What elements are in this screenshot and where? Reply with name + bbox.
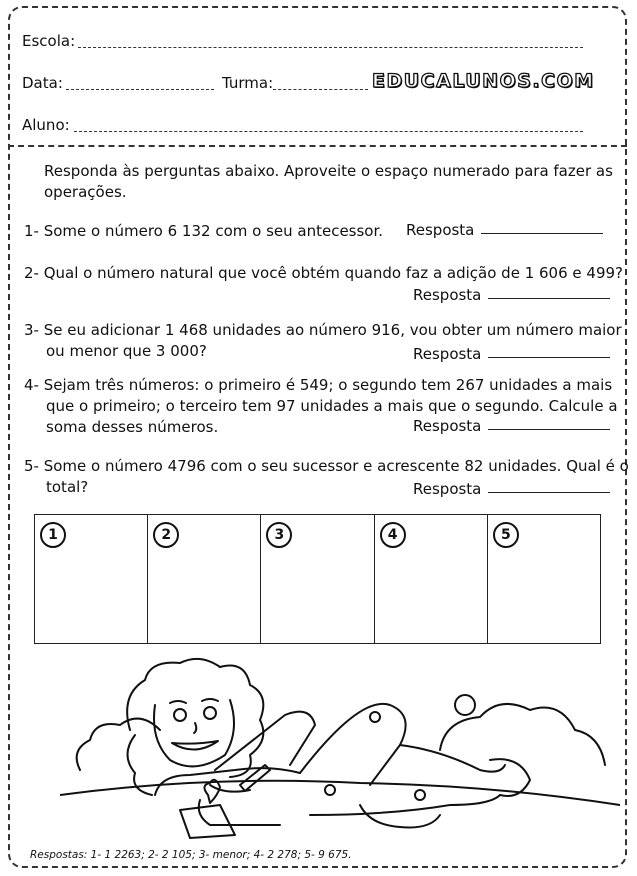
answer-label-3: Resposta — [413, 345, 482, 363]
answer-line-5[interactable] — [488, 492, 610, 493]
data-label: Data: — [22, 74, 63, 92]
aluno-field[interactable] — [74, 131, 583, 132]
box-number-4: 4 — [380, 522, 406, 548]
answer-label-1: Resposta — [406, 221, 475, 239]
header-divider — [8, 145, 627, 147]
answer-key: Respostas: 1- 1 2263; 2- 2 105; 3- menor; 4- 2 278; 5- 9 675. — [30, 849, 352, 861]
answer-line-2[interactable] — [488, 298, 610, 299]
educalunos-logo: EDUCALUNOS.COM — [372, 70, 595, 92]
question-text: ou menor que 3 000? — [46, 342, 207, 360]
box-number-3: 3 — [266, 522, 292, 548]
work-boxes — [34, 514, 601, 644]
work-box-2[interactable] — [148, 515, 261, 643]
question-3 — [24, 320, 622, 362]
question-text: que o primeiro; o terceiro tem 97 unidades a mais que o segundo. Calcule a — [46, 397, 618, 415]
question-text: soma desses números. — [46, 418, 219, 436]
question-text: 1- Some o número 6 132 com o seu antecessor. — [24, 222, 384, 240]
answer-label-4: Resposta — [413, 417, 482, 435]
turma-field[interactable] — [273, 89, 368, 90]
question-text: 5- Some o número 4796 com o seu sucessor e acrescente 82 unidades. Qual é o — [24, 457, 629, 475]
question-text: 2- Qual o número natural que você obtém quando faz a adição de 1 606 e 499? — [24, 264, 623, 282]
answer-line-1[interactable] — [481, 233, 603, 234]
question-text: 4- Sejam três números: o primeiro é 549; o segundo tem 267 unidades a mais — [24, 376, 613, 394]
escola-label: Escola: — [22, 32, 76, 50]
answer-label-2: Resposta — [413, 286, 482, 304]
question-1 — [24, 221, 383, 242]
box-number-2: 2 — [153, 522, 179, 548]
question-text: 3- Se eu adicionar 1 468 unidades ao número 916, vou obter um número maior — [24, 321, 622, 339]
box-number-1: 1 — [40, 522, 66, 548]
work-box-4[interactable] — [375, 515, 488, 643]
turma-label: Turma: — [222, 74, 274, 92]
work-box-3[interactable] — [261, 515, 374, 643]
work-box-1[interactable] — [35, 515, 148, 643]
work-box-5[interactable] — [488, 515, 600, 643]
question-text: total? — [46, 478, 89, 496]
escola-field[interactable] — [78, 47, 583, 48]
answer-label-5: Resposta — [413, 480, 482, 498]
question-2 — [24, 263, 623, 284]
instructions: Responda às perguntas abaixo. Aproveite o espaço numerado para fazer as operações. — [44, 162, 613, 201]
data-field[interactable] — [66, 89, 214, 90]
answer-line-3[interactable] — [488, 357, 610, 358]
answer-line-4[interactable] — [488, 429, 610, 430]
box-number-5: 5 — [493, 522, 519, 548]
aluno-label: Aluno: — [22, 116, 70, 134]
girl-illustration-icon — [60, 655, 620, 840]
